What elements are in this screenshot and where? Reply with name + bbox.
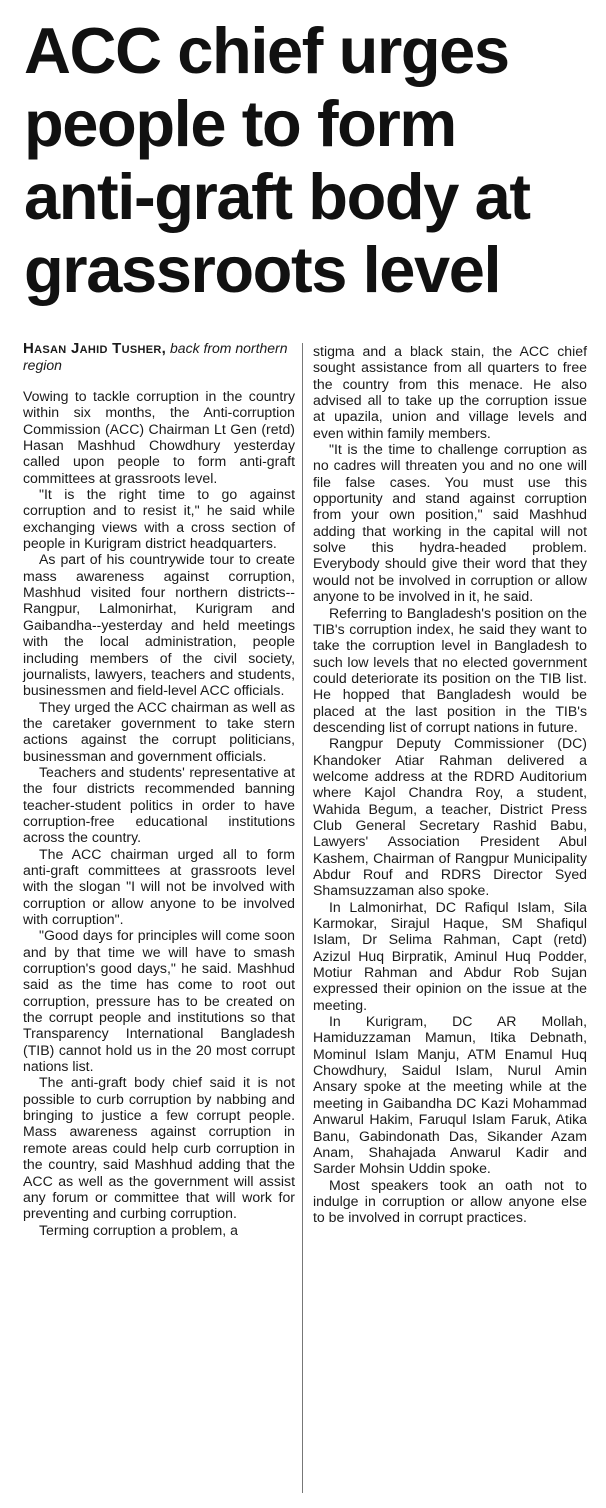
headline-line-1: ACC chief urges [24, 14, 509, 87]
paragraph: Teachers and students' representative at the four districts recommended banning teacher-student politics in order to have corruption-free educational institutions across the country. [23, 763, 295, 846]
paragraph: "Good days for principles will come soon and by that time we will have to smash corruption's good days," he said. Mashhud said as the time has come to root out corruption, pressure has to be created on the corrupt people and institutions so that Transparency International Bangladesh (TIB) cannot hold us in the 20 most corrupt nations list. [23, 927, 295, 1075]
column-divider [302, 343, 303, 1493]
paragraph: Vowing to tackle corruption in the country within six months, the Anti-corruption Commission (ACC) Chairman Lt Gen (retd) Hasan Mashhud Chowdhury yesterday called upon people to form anti-graft committees at grassroots level. [23, 388, 295, 486]
paragraph: Most speakers took an oath not to indulge in corruption or allow anyone else to be involved in corrupt practices. [313, 1176, 587, 1226]
headline [24, 14, 600, 306]
paragraph: In Kurigram, DC AR Mollah, Hamiduzzaman Mamun, Itika Debnath, Mominul Islam Manju, ATM Enamul Huq Chowdhury, Saidul Islam, Nurul Amin Ansary spoke at the meeting while at the meeting in Gaibandha DC Kazi Mohammad Anwarul Hakim, Faruqul Islam Faruk, Atika Banu, Gabindonath Das, Sikander Azam Anam, Shahajada Anwarul Kadir and Sarder Mohsin Uddin spoke. [313, 1013, 587, 1177]
paragraph: "It is the time to challenge corruption as no cadres will threaten you and no one will file false cases. You must use this opportunity and stand against corruption from your own position," said Mashhud adding that working in the capital will not solve this hydra-headed problem. Everybody should give their word that they would not be involved in corruption or allow anyone to be involved in it, he said. [313, 441, 587, 605]
paragraph: They urged the ACC chairman as well as the caretaker government to take stern actions against the corrupt politicians, businessman and government officials. [23, 698, 295, 764]
paragraph: The ACC chairman urged all to form anti-graft committees at grassroots level with the slogan "I will not be involved with corruption or allow anyone to be involved with corruption". [23, 845, 295, 927]
article-column-right [313, 343, 587, 1226]
paragraph: "It is the right time to go against corruption and to resist it," he said while exchanging views with a cross section of people in Kurigram district headquarters. [23, 486, 295, 552]
byline [23, 340, 295, 374]
headline-line-2: people to form [24, 87, 456, 160]
paragraph: stigma and a black stain, the ACC chief sought assistance from all quarters to free the country from this menace. He also advised all to take up the corruption issue at upazila, union and village levels and even within family members. [313, 343, 587, 441]
headline-line-4: grassroots level [24, 233, 501, 306]
paragraph: The anti-graft body chief said it is not possible to curb corruption by nabbing and bringing to justice a few corrupt people. Mass awareness against corruption in remote areas could help curb corruption in the country, said Mashhud adding that the ACC as well as the government will assist any forum or committee that will work for preventing and curbing corruption. [23, 1074, 295, 1222]
paragraph: Rangpur Deputy Commissioner (DC) Khandoker Atiar Rahman delivered a welcome address at the RDRD Auditorium where Kajol Chandra Roy, a student, Wahida Begum, a teacher, District Press Club General Secretary Rashid Babu, Lawyers' Association President Abul Kashem, Chairman of Rangpur Municipality Abdur Rouf and RDRS Director Syed Shamsuzzaman also spoke. [313, 735, 587, 899]
byline-location: back from northern region [23, 340, 288, 373]
paragraph: Terming corruption a problem, a [39, 1221, 238, 1238]
byline-author: Hasan Jahid Tusher, [23, 340, 167, 357]
paragraph: In Lalmonirhat, DC Rafiqul Islam, Sila Karmokar, Sirajul Haque, SM Shafiqul Islam, Dr Selima Rahman, Capt (retd) Azizul Huq Birpratik, Aminul Huq Podder, Motiur Rahman and Abdur Rob Sujan expressed their opinion on the issue at the meeting. [313, 898, 587, 1013]
paragraph: Referring to Bangladesh's position on the TIB's corruption index, he said they want to take the corruption level in Bangladesh to such low levels that no elected government could deteriorate its position on the TIB list. He hopped that Bangladesh would be placed at the last position in the TIB's descending list of corrupt nations in future. [313, 604, 587, 735]
paragraph: As part of his countrywide tour to create mass awareness against corruption, Mashhud visited four northern districts--Rangpur, Lalmonirhat, Kurigram and Gaibandha--yesterday and held meetings with the local administration, people including members of the civil society, journalists, lawyers, teachers and students, businessmen and field-level ACC officials. [23, 551, 295, 699]
headline-line-3: anti-graft body at [24, 160, 530, 233]
article-column-left [23, 340, 295, 1238]
